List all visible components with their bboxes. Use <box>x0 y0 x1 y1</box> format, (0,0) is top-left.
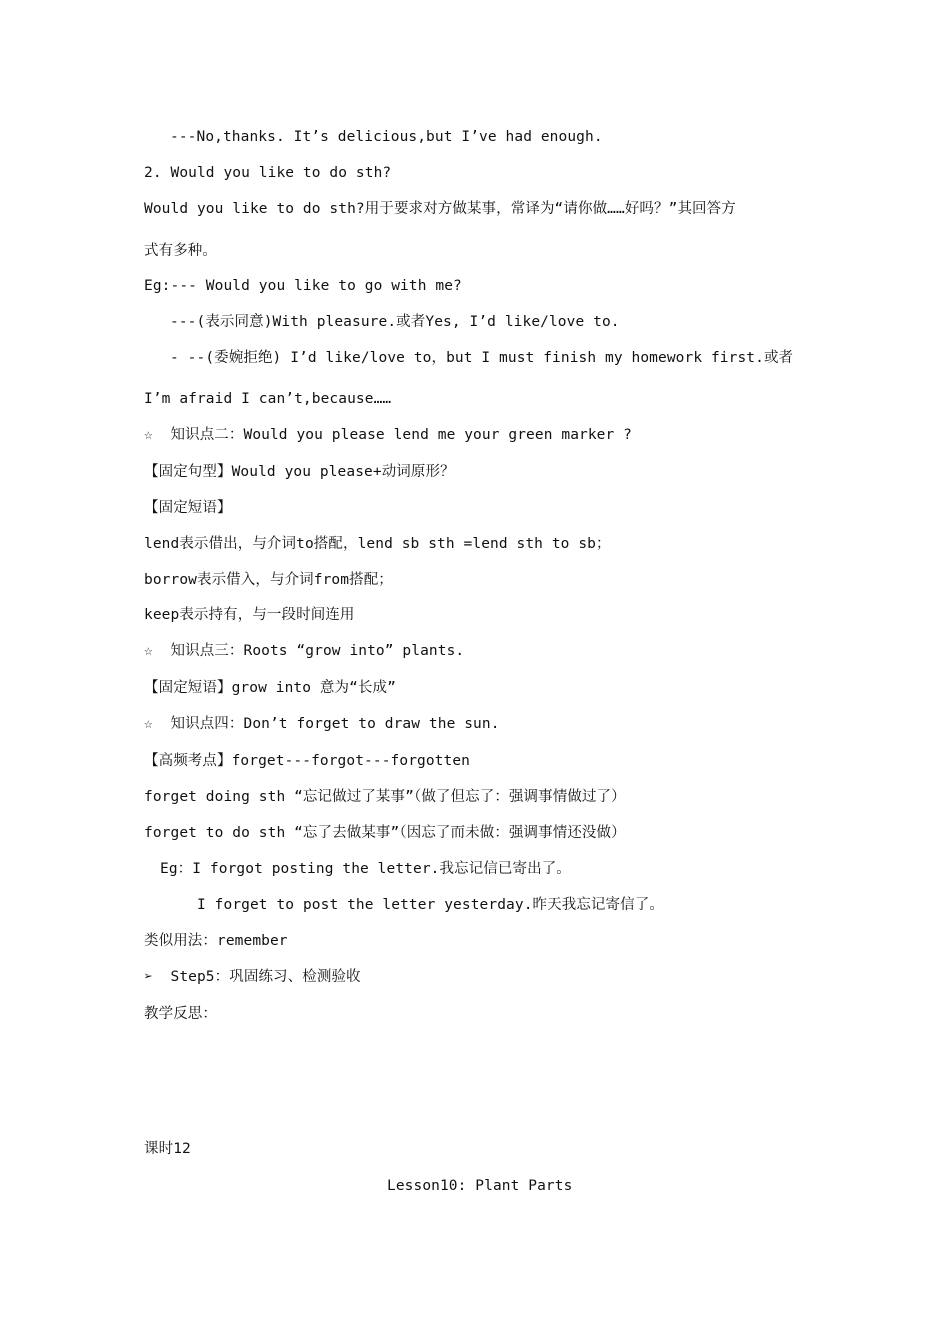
example-line: Eg：I forgot posting the letter.我忘记信已寄出了。 <box>160 861 571 877</box>
example-line: Eg:--- Would you like to go with me? <box>144 278 462 294</box>
dialogue-line: - --(委婉拒绝) I’d like/love to，but I must finish my homework first.或者 <box>170 350 794 366</box>
key-point-line: 【高频考点】forget---forgot---forgotten <box>144 753 471 769</box>
paragraph-line: I’m afraid I can’t,because…… <box>144 391 392 407</box>
knowledge-point-heading: ☆ 知识点三：Roots “grow into” plants. <box>144 643 465 659</box>
section-heading: 2. Would you like to do sth? <box>144 165 392 181</box>
teaching-reflection-label: 教学反思： <box>144 1006 217 1022</box>
paragraph-line: 式有多种。 <box>144 243 217 259</box>
fixed-phrase-label: 【固定短语】 <box>144 500 232 516</box>
paragraph-line: forget doing sth “忘记做过了某事”（做了但忘了：强调事情做过了） <box>144 789 626 805</box>
paragraph-line: forget to do sth “忘了去做某事”（因忘了而未做：强调事情还没做） <box>144 825 626 841</box>
paragraph-line: lend表示借出，与介词to搭配，lend sb sth =lend sth to sb； <box>144 536 611 552</box>
knowledge-point-heading: ☆ 知识点四：Don’t forget to draw the sun. <box>144 716 500 732</box>
fixed-phrase-line: 【固定短语】grow into 意为“长成” <box>144 680 396 696</box>
dialogue-line: ---(表示同意)With pleasure.或者Yes, I’d like/love to. <box>170 314 620 330</box>
step-heading: ➢ Step5：巩固练习、检测验收 <box>144 969 361 985</box>
fixed-pattern-line: 【固定句型】Would you please+动词原形？ <box>144 464 455 480</box>
example-line: I forget to post the letter yesterday.昨天我忘记寄信了。 <box>197 897 664 913</box>
paragraph-line: Would you like to do sth?用于要求对方做某事，常译为“请你做……好吗？”其回答方 <box>144 201 736 217</box>
lesson-title: Lesson10: Plant Parts <box>387 1178 573 1194</box>
paragraph-line: 类似用法：remember <box>144 933 288 949</box>
dialogue-line: ---No,thanks. It’s delicious,but I’ve had enough. <box>170 129 603 145</box>
paragraph-line: keep表示持有，与一段时间连用 <box>144 607 355 623</box>
knowledge-point-heading: ☆ 知识点二：Would you please lend me your green marker ? <box>144 427 632 443</box>
paragraph-line: borrow表示借入，与介词from搭配； <box>144 572 393 588</box>
lesson-period-label: 课时12 <box>144 1141 191 1157</box>
